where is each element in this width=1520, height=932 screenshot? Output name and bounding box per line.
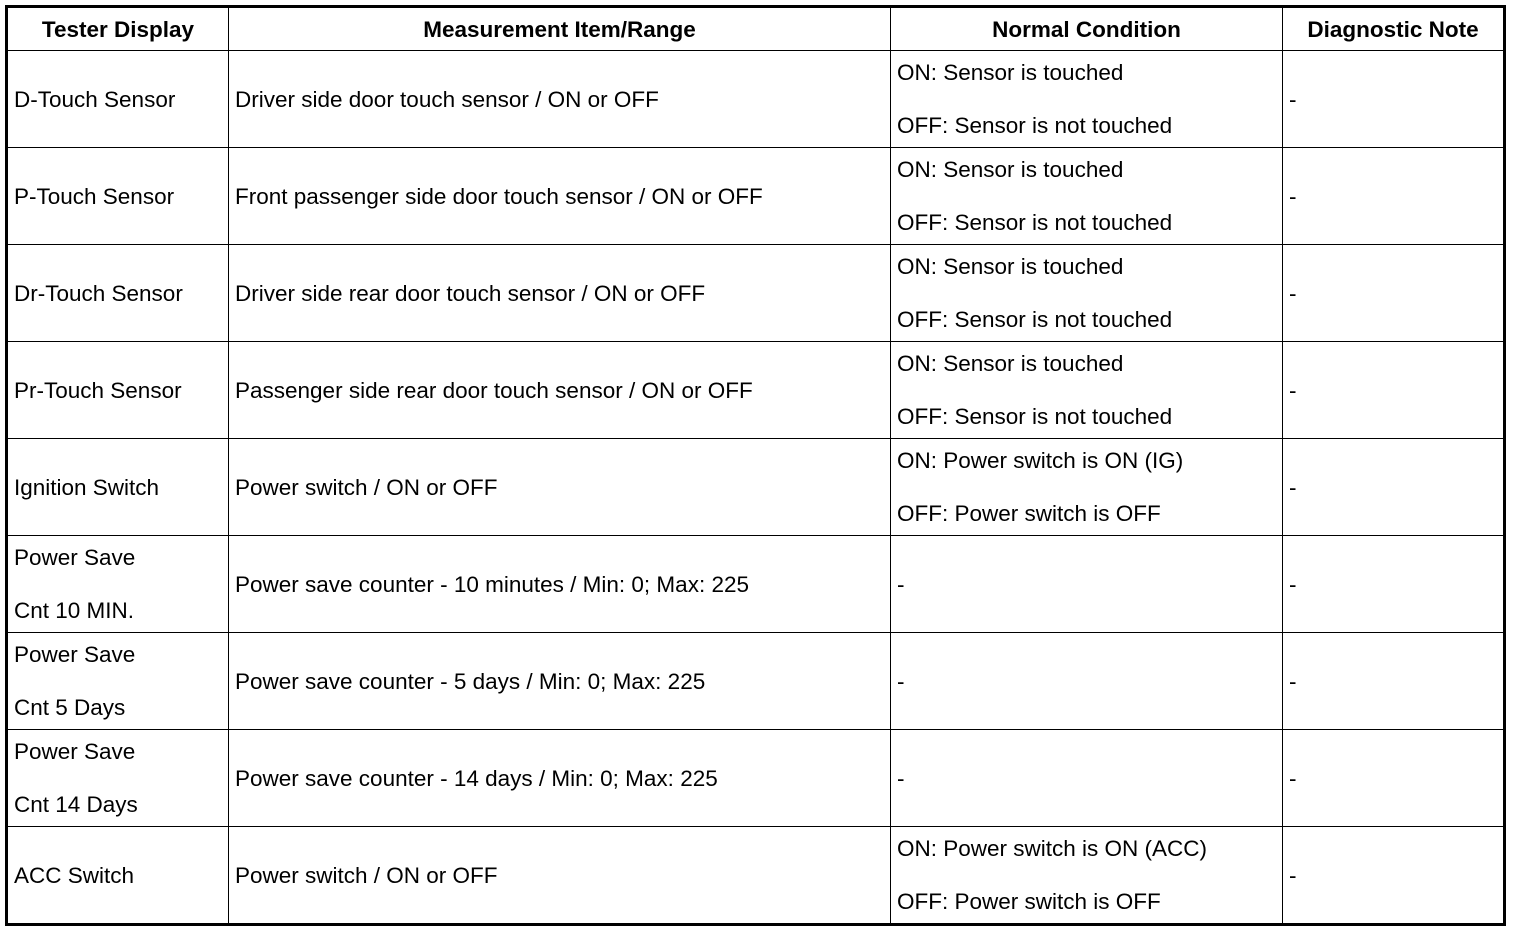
diagnostic-note-cell: - — [1283, 342, 1505, 439]
normal-condition-cell: - — [891, 633, 1283, 730]
tester-display-cell — [7, 51, 229, 148]
tester-display-text: D-Touch Sensor — [14, 86, 176, 112]
header-normal-condition: Normal Condition — [891, 7, 1283, 51]
table-row — [7, 342, 1505, 439]
header-diagnostic-note: Diagnostic Note — [1283, 7, 1505, 51]
table-row — [7, 633, 1505, 730]
table-row — [7, 439, 1505, 536]
diagnostic-note-cell: - — [1283, 536, 1505, 633]
diagnostic-note-cell: - — [1283, 633, 1505, 730]
normal-condition-off: OFF: Sensor is not touched — [897, 404, 1173, 429]
tester-display-text: Pr-Touch Sensor — [14, 377, 182, 403]
normal-condition-cell — [891, 148, 1283, 245]
tester-display-text: Dr-Touch Sensor — [14, 280, 183, 306]
table-row — [7, 730, 1505, 827]
tester-display-line-1: Power Save — [14, 739, 136, 764]
normal-condition-off: OFF: Sensor is not touched — [897, 307, 1173, 332]
tester-display-cell — [7, 148, 229, 245]
normal-condition-off: OFF: Sensor is not touched — [897, 210, 1173, 235]
header-measurement-item: Measurement Item/Range — [229, 7, 891, 51]
tester-display-text: P-Touch Sensor — [14, 183, 175, 209]
tester-display-cell — [7, 536, 229, 633]
normal-condition-cell — [891, 439, 1283, 536]
tester-display-line-2: Cnt 10 MIN. — [14, 598, 135, 623]
normal-condition-on: ON: Sensor is touched — [897, 157, 1124, 182]
table-row — [7, 827, 1505, 925]
normal-condition-on: ON: Power switch is ON (IG) — [897, 448, 1184, 473]
tester-display-line-2: Cnt 14 Days — [14, 792, 138, 817]
measurement-cell: Front passenger side door touch sensor / ON or OFF — [229, 148, 891, 245]
normal-condition-on: ON: Power switch is ON (ACC) — [897, 836, 1208, 861]
tester-display-cell — [7, 633, 229, 730]
tester-display-text: Ignition Switch — [14, 474, 160, 500]
tester-display-cell — [7, 827, 229, 925]
normal-condition-cell — [891, 245, 1283, 342]
normal-condition-on: ON: Sensor is touched — [897, 351, 1124, 376]
diagnostic-note-cell: - — [1283, 827, 1505, 925]
measurement-cell: Power save counter - 14 days / Min: 0; Max: 225 — [229, 730, 891, 827]
measurement-cell: Power save counter - 10 minutes / Min: 0; Max: 225 — [229, 536, 891, 633]
measurement-cell: Driver side door touch sensor / ON or OFF — [229, 51, 891, 148]
diagnostic-note-cell: - — [1283, 148, 1505, 245]
diagnostic-note-cell: - — [1283, 439, 1505, 536]
tester-display-line-1: Power Save — [14, 642, 136, 667]
table-row — [7, 536, 1505, 633]
tester-display-cell — [7, 342, 229, 439]
measurement-cell: Power switch / ON or OFF — [229, 439, 891, 536]
table-row — [7, 148, 1505, 245]
measurement-cell: Driver side rear door touch sensor / ON or OFF — [229, 245, 891, 342]
normal-condition-off: OFF: Power switch is OFF — [897, 889, 1161, 914]
normal-condition-cell — [891, 827, 1283, 925]
tester-display-text: ACC Switch — [14, 862, 135, 888]
normal-condition-cell: - — [891, 536, 1283, 633]
normal-condition-cell: - — [891, 730, 1283, 827]
normal-condition-on: ON: Sensor is touched — [897, 60, 1124, 85]
tester-display-cell — [7, 245, 229, 342]
normal-condition-on: ON: Sensor is touched — [897, 254, 1124, 279]
tester-display-line-2: Cnt 5 Days — [14, 695, 126, 720]
tester-display-cell — [7, 439, 229, 536]
header-row — [7, 7, 1505, 51]
table-row — [7, 51, 1505, 148]
normal-condition-cell — [891, 342, 1283, 439]
tester-display-cell — [7, 730, 229, 827]
header-tester-display: Tester Display — [7, 7, 229, 51]
measurement-cell: Power save counter - 5 days / Min: 0; Max: 225 — [229, 633, 891, 730]
data-list-table — [5, 5, 1506, 926]
table-row — [7, 245, 1505, 342]
measurement-cell: Passenger side rear door touch sensor / ON or OFF — [229, 342, 891, 439]
data-table-container — [5, 5, 1506, 926]
diagnostic-note-cell: - — [1283, 245, 1505, 342]
diagnostic-note-cell: - — [1283, 730, 1505, 827]
normal-condition-off: OFF: Power switch is OFF — [897, 501, 1161, 526]
normal-condition-cell — [891, 51, 1283, 148]
measurement-cell: Power switch / ON or OFF — [229, 827, 891, 925]
normal-condition-off: OFF: Sensor is not touched — [897, 113, 1173, 138]
tester-display-line-1: Power Save — [14, 545, 136, 570]
diagnostic-note-cell: - — [1283, 51, 1505, 148]
